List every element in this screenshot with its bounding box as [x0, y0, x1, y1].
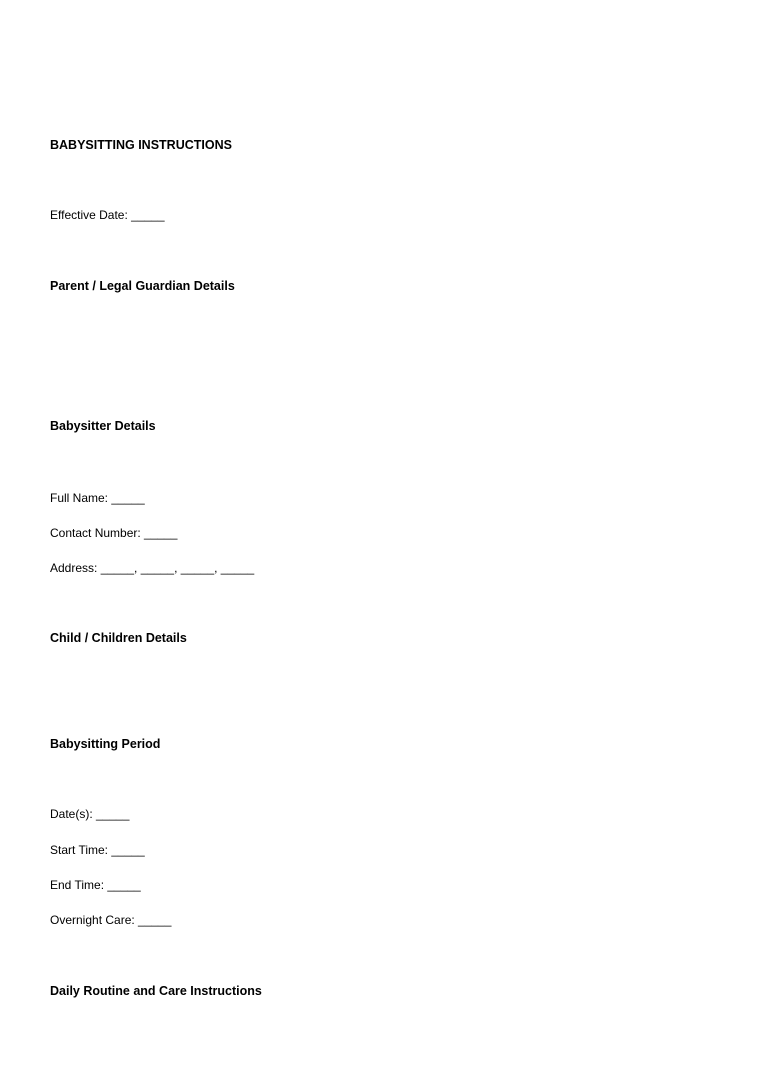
babysitter-contact-number-field: Contact Number: _____ [50, 526, 178, 540]
period-dates-field: Date(s): _____ [50, 807, 130, 821]
effective-date-field: Effective Date: _____ [50, 208, 165, 222]
children-details-heading: Child / Children Details [50, 631, 187, 645]
babysitting-period-heading: Babysitting Period [50, 737, 161, 751]
daily-routine-heading: Daily Routine and Care Instructions [50, 984, 262, 998]
document-title: BABYSITTING INSTRUCTIONS [50, 138, 232, 152]
period-end-time-field: End Time: _____ [50, 878, 141, 892]
babysitter-full-name-field: Full Name: _____ [50, 491, 145, 505]
period-overnight-care-field: Overnight Care: _____ [50, 913, 172, 927]
babysitter-details-heading: Babysitter Details [50, 419, 156, 433]
parent-guardian-heading: Parent / Legal Guardian Details [50, 279, 235, 293]
babysitter-address-field: Address: _____, _____, _____, _____ [50, 561, 255, 575]
period-start-time-field: Start Time: _____ [50, 843, 145, 857]
